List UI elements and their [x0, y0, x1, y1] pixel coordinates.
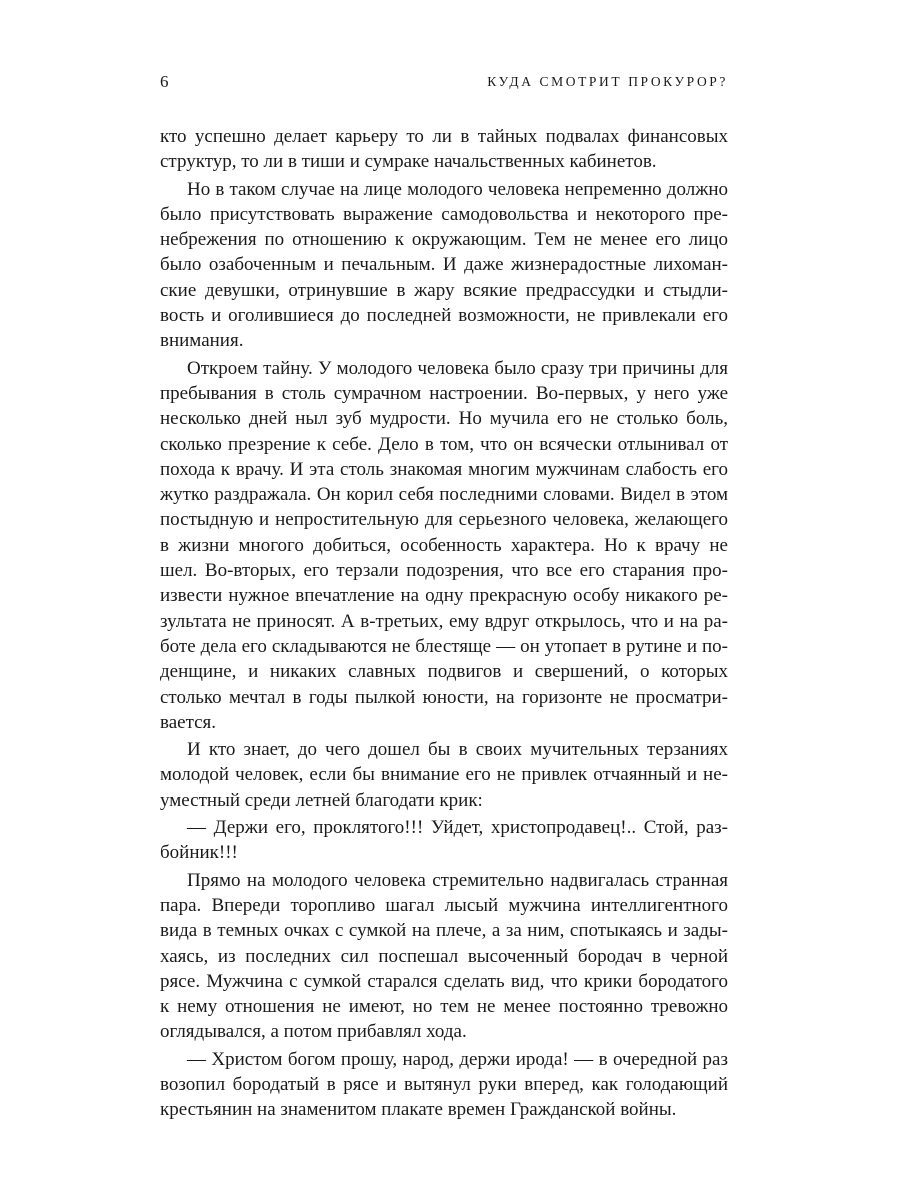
paragraph: И кто знает, до чего дошел бы в своих мучительных терзаниях молодой человек, если бы внимание его не привлек отчаянный и неуместный среди летней благодати крик:	[160, 739, 728, 811]
paragraph: — Христом богом прошу, народ, держи ирода! — в очередной раз возопил бородатый в рясе и вытянул руки вперед, как голодающий крестьянин на знаменитом плакате времен Гражданской войны.	[160, 1048, 728, 1121]
paragraph: Но в таком случае на лице молодого человека непременно должно было присутствовать выражение самодовольства и некоторого пренебрежения по отношению к окружающим. Тем не менее его лицо было озабоченным и печальным. И даже жизнерадостные лихоманские девушки, отринувшие в жару всякие предрассудки и стыдливость и оголившиеся до последней возможности, не привлекали его внимания.	[160, 178, 728, 352]
running-title: КУДА СМОТРИТ ПРОКУРОР?	[487, 74, 728, 89]
paragraph: — Держи его, проклятого!!! Уйдет, христопродавец!.. Стой, разбойник!!!	[160, 817, 728, 864]
paragraph: кто успешно делает карьеру то ли в тайных подвалах финансовых структур, то ли в тиши и сумраке начальственных кабинетов.	[160, 126, 728, 173]
paragraph: Откроем тайну. У молодого человека было сразу три причины для пребывания в столь сумрачном настроении. Во-первых, у него уже несколько дней ныл зуб мудрости. Но мучила его не столько боль, сколько презрение к себе. Дело в том, что он всячески отлынивал от похода к врачу. И эта столь знакомая многим мужчинам слабость его жутко раздражала. Он корил себя последними словами. Видел в этом постыдную и непростительную для серьезного человека, желающего в жизни многого добиться, особенность характера. Но к врачу не шел. Во-вторых, его терзали подозрения, что все его старания произвести нужное впечатление на одну прекрасную особу никакого результата не приносят. А в-третьих, ему вдруг открылось, что и на работе дела его складываются не блестяще — он утопает в рутине и поденщине, и никаких славных подвигов и свершений, о которых столько мечтал в годы пылкой юности, на горизонте не просматривается.	[160, 357, 728, 733]
page-number: 6	[160, 72, 169, 91]
paragraph: Прямо на молодого человека стремительно надвигалась странная пара. Впереди торопливо шагал лысый мужчина интеллигентного вида в темных очках с сумкой на плече, а за ним, спотыкаясь и задыхаясь, из последних сил поспешал высоченный бородач в черной рясе. Мужчина с сумкой старался сделать вид, что крики бородатого к нему отношения не имеют, но тем не менее постоянно тревожно оглядывался, а потом прибавлял хода.	[160, 869, 728, 1043]
running-head	[160, 72, 728, 96]
body-text	[160, 124, 728, 1125]
